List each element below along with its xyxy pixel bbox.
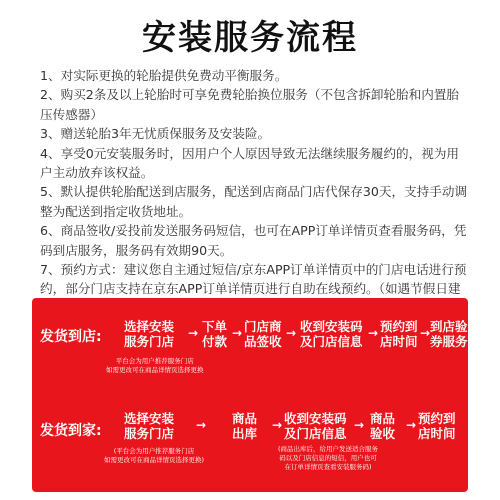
- store-step-select-store: 选择安装 服务门店: [124, 319, 175, 349]
- home-step-book-time: 预约到 店时间: [418, 411, 456, 441]
- rule-4: 4、享受0元安装服务时，因用户个人原因导致无法继续服务履约的，视为用户主动放弃该权益。: [40, 145, 460, 181]
- rule-2: 2、购买2条及以上轮胎时可享免费轮胎换位服务（不包含拆卸轮胎和内置胎压传感器）: [40, 87, 460, 122]
- arrow-icon: →: [420, 326, 431, 340]
- rule-7: 7、预约方式：建议您自主通过短信/京东APP订单详情页中的门店电话进行预约，部分门店支持在京东APP订单详情页进行自助在线预约。（如遇节假日建: [40, 262, 467, 297]
- store-step-book-time: 预约到 店时间: [380, 319, 418, 349]
- home-step-inspect: 商品 验收: [370, 411, 396, 441]
- store-note: 平台会为用户推荐服务门店 如需更改可在商品详情页选择更换: [106, 357, 204, 374]
- rule-6: 6、商品签收/妥投前发送服务码短信，也可在APP订单详情页查看服务码，凭码到店服务，服务码有效期90天。: [40, 223, 467, 258]
- flow-label-home: 发货到家:: [40, 423, 102, 439]
- store-step-store-receive: 门店商 品签收: [244, 319, 282, 349]
- rule-5: 5、默认提供轮胎配送到店服务，配送到店商品门店代保存30天，支持手动调整为配送到指定收货地址。: [40, 184, 468, 219]
- home-step-receive-code: 收到安装码 及门店信息: [284, 411, 347, 441]
- home-step-select-store: 选择安装 服务门店: [124, 411, 175, 441]
- store-step-order-pay: 下单 付款: [202, 319, 228, 349]
- home-step-dispatch: 商品 出库: [232, 411, 258, 441]
- arrow-icon: →: [354, 418, 365, 432]
- arrow-icon: →: [196, 418, 207, 432]
- arrow-icon: →: [368, 326, 379, 340]
- rule-3: 3、赠送轮胎3年无忧质保服务及安装险。: [40, 126, 271, 142]
- flow-panel: [32, 298, 468, 492]
- flow-label-store: 发货到店:: [40, 329, 102, 345]
- page-title: 安装服务流程: [142, 18, 358, 58]
- flow-ship-to-home: [32, 398, 468, 488]
- service-rules: [40, 66, 470, 318]
- arrow-icon: →: [232, 326, 243, 340]
- home-note-code: (商品出库后，给用户发送适合服务 码以及门店信息的短信，用户也可 在订单详情页查看安装服务码): [278, 445, 379, 471]
- store-step-verify-service: 到店验 券服务: [430, 319, 468, 349]
- flow-ship-to-store: [32, 304, 468, 394]
- arrow-icon: →: [406, 418, 417, 432]
- rule-1: 1、对实际更换的轮胎提供免费动平衡服务。: [40, 68, 288, 83]
- arrow-icon: →: [272, 418, 283, 432]
- home-note-store: (平台会为用户推荐服务门店 如需更改可在商品详情页选择更换): [104, 447, 205, 464]
- arrow-icon: →: [188, 326, 199, 340]
- arrow-icon: →: [286, 326, 297, 340]
- store-step-receive-code: 收到安装码 及门店信息: [300, 319, 363, 349]
